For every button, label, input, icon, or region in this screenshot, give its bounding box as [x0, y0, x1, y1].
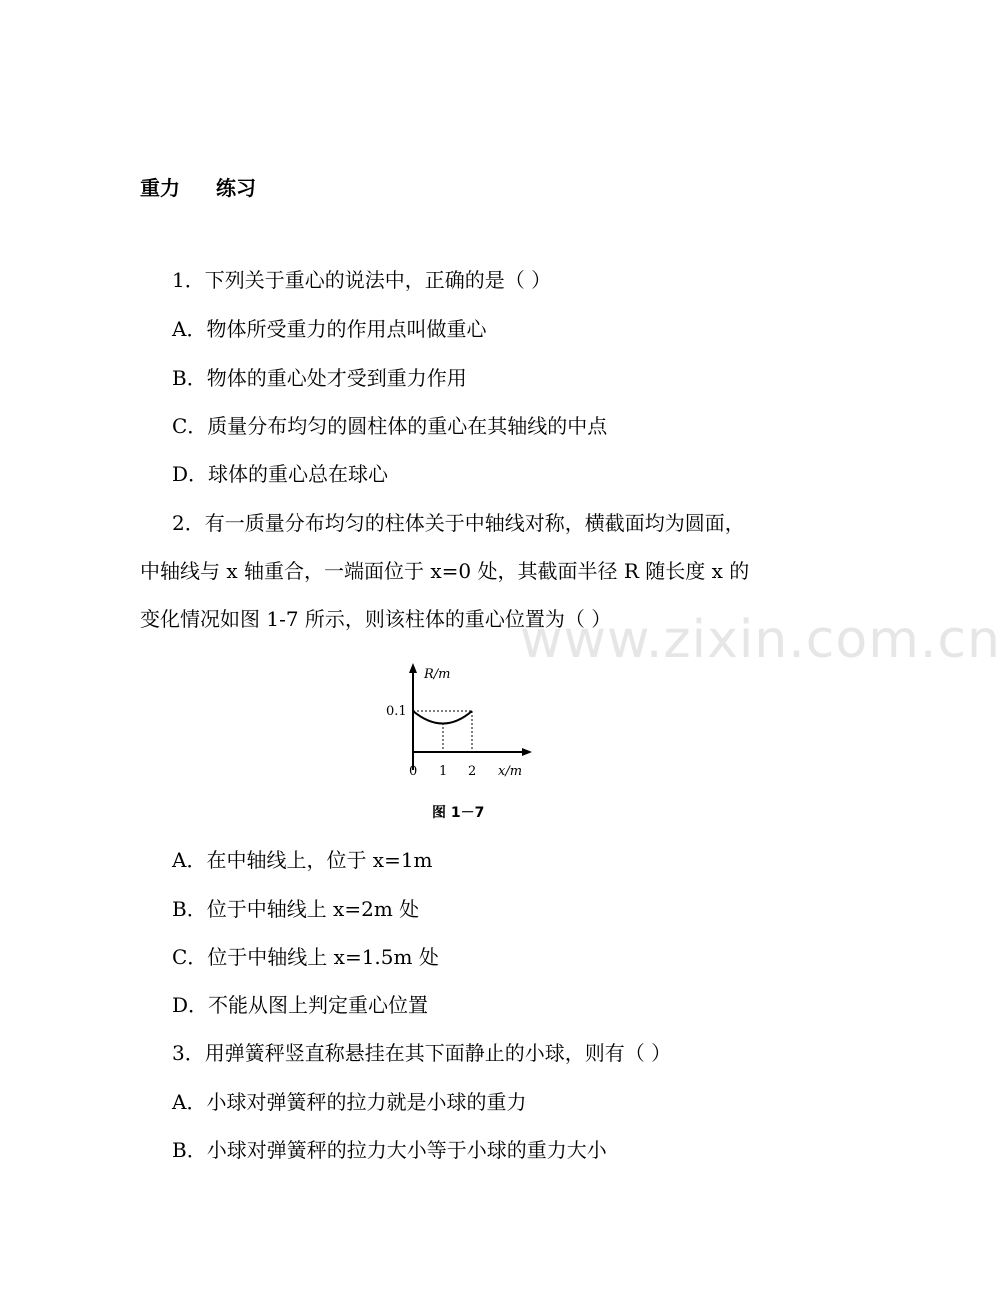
question-2-stem-line-1: 2．有一质量分布均匀的柱体关于中轴线对称，横截面均为圆面， [172, 511, 745, 535]
radius-curve [413, 711, 472, 724]
question-2-stem-line-2: 中轴线与 x 轴重合，一端面位于 x=0 处，其截面半径 R 随长度 x 的 [140, 559, 750, 583]
question-3-option-b: B．小球对弹簧秤的拉力大小等于小球的重力大小 [172, 1138, 607, 1162]
figure-1-7 [380, 660, 540, 820]
question-2-option-d: D．不能从图上判定重心位置 [172, 993, 429, 1017]
x-tick-0: 0 [409, 764, 418, 779]
x-tick-2: 2 [468, 764, 477, 779]
question-2-stem-line-3: 变化情况如图 1-7 所示，则该柱体的重心位置为（ ） [140, 607, 612, 631]
watermark: www.zixin.com.cn [520, 610, 1001, 670]
r-vs-x-graph [380, 660, 540, 820]
question-2-option-b: B．位于中轴线上 x=2m 处 [172, 897, 420, 921]
question-3-option-a: A．小球对弹簧秤的拉力就是小球的重力 [172, 1090, 527, 1114]
x-axis-arrow [522, 748, 532, 756]
question-1-stem: 1．下列关于重心的说法中，正确的是（ ） [172, 268, 552, 292]
question-1-option-a: A．物体所受重力的作用点叫做重心 [172, 317, 487, 341]
x-tick-1: 1 [439, 764, 448, 779]
question-1-option-b: B．物体的重心处才受到重力作用 [172, 366, 467, 390]
y-tick-0.1: 0.1 [386, 704, 407, 719]
page-title [140, 172, 256, 201]
x-axis-label: x/m [498, 764, 523, 779]
title-left: 重力 [140, 176, 180, 200]
y-axis-arrow [409, 663, 417, 673]
figure-caption: 图 1－7 [432, 805, 485, 821]
question-2-option-a: A．在中轴线上，位于 x=1m [172, 848, 433, 872]
y-axis-label: R/m [424, 667, 451, 682]
question-2-option-c: C．位于中轴线上 x=1.5m 处 [172, 945, 439, 969]
title-right: 练习 [216, 176, 256, 200]
question-1-option-c: C．质量分布均匀的圆柱体的重心在其轴线的中点 [172, 414, 608, 438]
question-1-option-d: D．球体的重心总在球心 [172, 462, 389, 486]
question-3-stem: 3．用弹簧秤竖直称悬挂在其下面静止的小球，则有（ ） [172, 1041, 672, 1065]
